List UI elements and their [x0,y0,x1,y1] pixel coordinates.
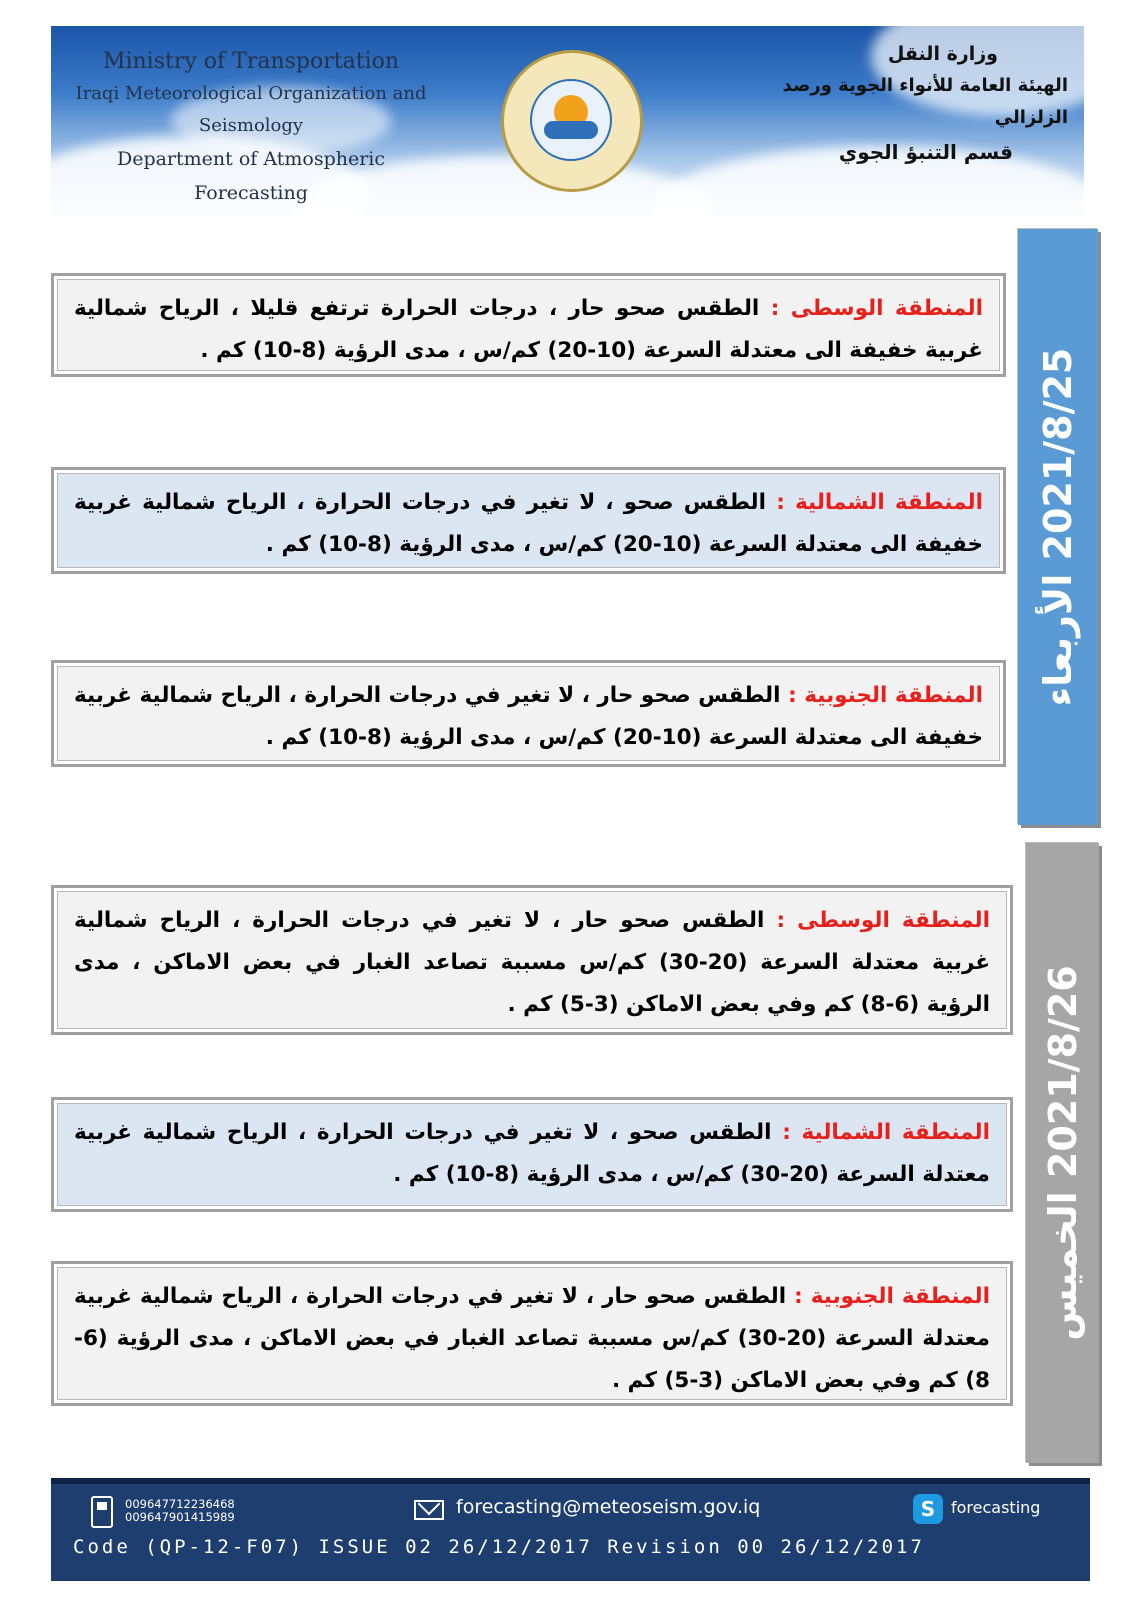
forecast-text: الطقس صحو حار ، درجات الحرارة ترتفع قليلا ، الرياح شمالية غربية خفيفة الى معتدلة السرعة (10-20) كم/س ، مدى الرؤية (8-10) كم . [74,296,983,363]
department-name-ar: قسم التنبؤ الجوي [838,140,1013,164]
region-label: المنطقة الجنوبية : [788,683,983,708]
date-bar-wednesday [1018,229,1098,825]
ministry-name-en: Ministry of Transportation [102,49,400,74]
document-code: Code (QP-12-F07) ISSUE 02 26/12/2017 Revision 00 26/12/2017 [73,1536,925,1558]
phone-numbers [125,1498,235,1524]
phone-number-1: 009647712236468 [125,1497,235,1511]
department-name-en: Department of Atmospheric Forecasting [116,148,386,204]
forecast-box-day2-central [51,885,1013,1035]
organization-name-en: Iraqi Meteorological Organization and Seismology [75,83,427,136]
forecast-text: الطقس صحو حار ، لا تغير في درجات الحرارة ، الرياح شمالية غربية خفيفة الى معتدلة السرعة (10-20) كم/س ، مدى الرؤية (8-10) كم . [74,683,983,750]
header-arabic [748,38,1068,170]
email-link[interactable]: forecasting@meteoseism.gov.iq [456,1496,761,1518]
ministry-name-ar: وزارة النقل [887,43,998,65]
forecast-text: الطقس صحو حار ، لا تغير في درجات الحرارة ، الرياح شمالية غربية معتدلة السرعة (20-30) كم/س مسببة تصاعد الغبار في بعض الاماكن ، مدى الرؤية (6-8) كم وفي بعض الاماكن (3-5) كم . [74,1284,990,1393]
region-label: المنطقة الوسطى : [770,296,983,321]
region-label: المنطقة الجنوبية : [794,1284,990,1309]
forecast-box-day1-south [51,660,1006,767]
skype-icon: S [913,1494,943,1524]
header-banner [51,26,1084,218]
region-label: المنطقة الوسطى : [776,908,990,933]
header-english [61,46,441,210]
forecast-text: الطقس صحو ، لا تغير في درجات الحرارة ، الرياح شمالية غربية خفيفة الى معتدلة السرعة (10-20) كم/س ، مدى الرؤية (8-10) كم . [74,490,983,557]
footer [51,1478,1090,1581]
region-label: المنطقة الشمالية : [782,1120,990,1145]
date-label-wednesday: 2021/8/25 الأربعاء [1036,347,1080,707]
organization-logo [501,50,643,192]
forecast-box-day2-south [51,1261,1013,1406]
mail-icon [414,1500,444,1520]
region-label: المنطقة الشمالية : [776,490,983,515]
organization-name-ar: الهيئة العامة للأنواء الجوية ورصد الزلزالي [782,75,1068,128]
forecast-box-day1-central [51,273,1006,377]
phone-number-2: 009647901415989 [125,1510,235,1524]
date-bar-thursday [1026,843,1099,1463]
date-label-thursday: 2021/8/26 الخميس [1040,965,1085,1341]
forecast-text: الطقس صحو ، لا تغير في درجات الحرارة ، الرياح شمالية غربية معتدلة السرعة (20-30) كم/س ، مدى الرؤية (8-10) كم . [74,1120,990,1187]
phone-icon [91,1496,113,1528]
forecast-text: الطقس صحو حار ، لا تغير في درجات الحرارة ، الرياح شمالية غربية معتدلة السرعة (20-30) كم/س مسببة تصاعد الغبار في بعض الاماكن ، مدى الرؤية (6-8) كم وفي بعض الاماكن (3-5) كم . [74,908,990,1017]
skype-id[interactable]: forecasting [951,1498,1041,1517]
forecast-box-day1-north [51,467,1006,574]
forecast-box-day2-north [51,1097,1013,1212]
